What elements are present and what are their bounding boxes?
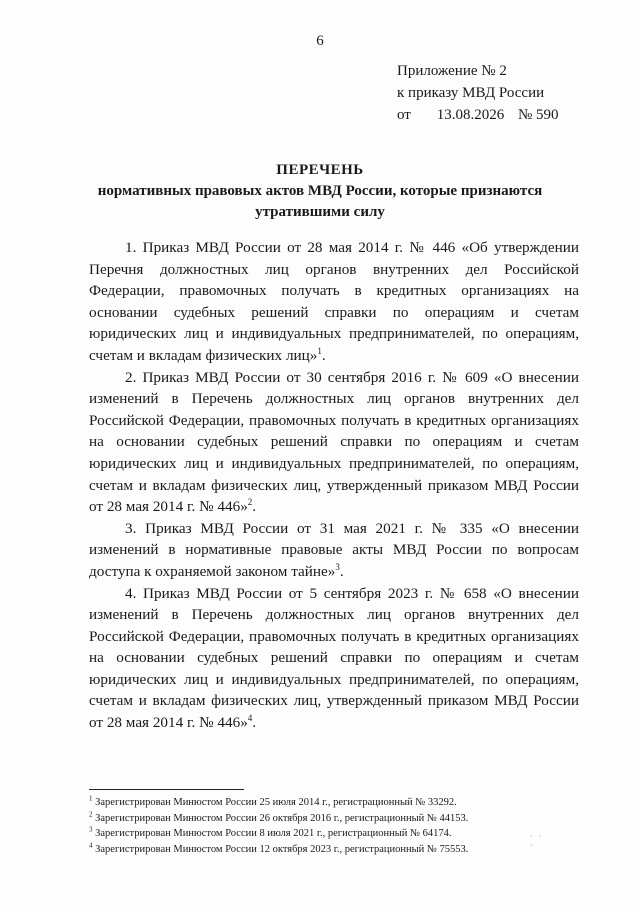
footnote-text: Зарегистрирован Минюстом России 26 октября 2016 г., регистрационный № 44153. bbox=[95, 812, 469, 824]
list-item: 1. Приказ МВД России от 28 мая 2014 г. № 446 «Об утверждении Перечня должностных лиц органов внутренних дел Российской Федерации, правомочных получать в кредитных организациях на основании судебных решений справки по операциям и счетам юридических лиц и индивидуальных предпринимателей, по операциям, счетам и вкладам физических лиц»$^1$. bbox=[89, 239, 579, 364]
footnote-ref: 3 bbox=[335, 561, 340, 572]
footnote-ref: 1 bbox=[317, 345, 322, 356]
appendix-order-ref: к приказу МВД России bbox=[397, 85, 545, 101]
appendix-header bbox=[397, 60, 559, 126]
footnote-mark: 1 bbox=[89, 794, 93, 803]
title-subheading-line2: утратившими силу bbox=[255, 204, 385, 220]
list-item-text: 3. Приказ МВД России от 31 мая 2021 г. № 335 «О внесении изменений в нормативные правовые акты МВД России по вопросам доступа к охраняемой законом тайне» bbox=[89, 519, 579, 580]
list-item: 4. Приказ МВД России от 5 сентября 2023 г. № 658 «О внесении изменений в Перечень должностных лиц органов внутренних дел Российской Федерации, правомочных получать в кредитных организациях на основании судебных решений справки по операциям и счетам юридических лиц и индивидуальных предпринимателей, по операциям, счетам и вкладам физических лиц, утвержденный приказом МВД России от 28 мая 2014 г. № 446»$^4$. bbox=[89, 584, 579, 732]
title-subheading-line1: нормативных правовых актов МВД России, которые признаются bbox=[97, 183, 543, 199]
list-item: 3. Приказ МВД России от 31 мая 2021 г. № 335 «О внесении изменений в нормативные правовые акты МВД России по вопросам доступа к охраняемой законом тайне»$^3$. bbox=[89, 519, 579, 580]
footnote bbox=[89, 795, 589, 811]
footnote-mark: 4 bbox=[89, 841, 93, 849]
list-item-text: 4. Приказ МВД России от 5 сентября 2023 г. № 658 «О внесении изменений в Перечень должностных лиц органов внутренних дел Российской Федерации, правомочных получать в кредитных организациях на основании судебных решений справки по операциям и счетам юридических лиц и индивидуальных предпринимателей, по операциям, счетам и вкладам физических лиц, утвержденный приказом МВД России от 28 мая 2014 г. № 446» bbox=[89, 584, 579, 732]
footnote bbox=[89, 811, 589, 827]
scan-artifact: · · · bbox=[530, 832, 544, 850]
appendix-from-label: от bbox=[397, 107, 411, 123]
footnote-ref: 2 bbox=[247, 497, 253, 508]
footnote bbox=[89, 842, 589, 858]
title-heading: ПЕРЕЧЕНЬ bbox=[276, 162, 364, 178]
footnote-divider bbox=[89, 789, 244, 790]
footnote bbox=[89, 826, 589, 842]
list-item: 2. Приказ МВД России от 30 сентября 2016 г. № 609 «О внесении изменений в Перечень должностных лиц органов внутренних дел Российской Федерации, правомочных получать в кредитных организациях на основании судебных решений справки по операциям и счетам юридических лиц и индивидуальных предпринимателей, по операциям, счетам и вкладам физических лиц, утвержденный приказом МВД России от 28 мая 2014 г. № 446»$^2$. bbox=[89, 368, 579, 516]
appendix-number: Приложение № 2 bbox=[397, 63, 507, 79]
appendix-date-row bbox=[397, 104, 559, 126]
document-title bbox=[80, 160, 560, 223]
appendix-order-number: № 590 bbox=[518, 107, 559, 123]
page-number: 6 bbox=[316, 33, 324, 49]
footnote-text: Зарегистрирован Минюстом России 8 июля 2021 г., регистрационный № 64174. bbox=[95, 828, 452, 839]
appendix-date: 13.08.2026 bbox=[436, 107, 505, 123]
footnotes bbox=[89, 795, 589, 857]
acts-list bbox=[89, 237, 579, 734]
list-item-text: 2. Приказ МВД России от 30 сентября 2016 г. № 609 «О внесении изменений в Перечень должностных лиц органов внутренних дел Российской Федерации, правомочных получать в кредитных организациях на основании судебных решений справки по операциям и счетам юридических лиц и индивидуальных предпринимателей, по операциям, счетам и вкладам физических лиц, утвержденный приказом МВД России от 28 мая 2014 г. № 446» bbox=[89, 368, 579, 516]
list-item-text: 1. Приказ МВД России от 28 мая 2014 г. № 446 «Об утверждении Перечня должностных лиц органов внутренних дел Российской Федерации, правомочных получать в кредитных организациях на основании судебных решений справки по операциям и счетам юридических лиц и индивидуальных предпринимателей, по операциям, счетам и вкладам физических лиц» bbox=[89, 239, 579, 364]
footnote-mark: 3 bbox=[89, 825, 93, 834]
footnote-ref: 4 bbox=[247, 713, 253, 723]
footnote-mark: 2 bbox=[89, 810, 93, 818]
footnote-text: Зарегистрирован Минюстом России 12 октября 2023 г., регистрационный № 75553. bbox=[95, 843, 469, 855]
footnote-text: Зарегистрирован Минюстом России 25 июля 2014 г., регистрационный № 33292. bbox=[95, 797, 457, 808]
